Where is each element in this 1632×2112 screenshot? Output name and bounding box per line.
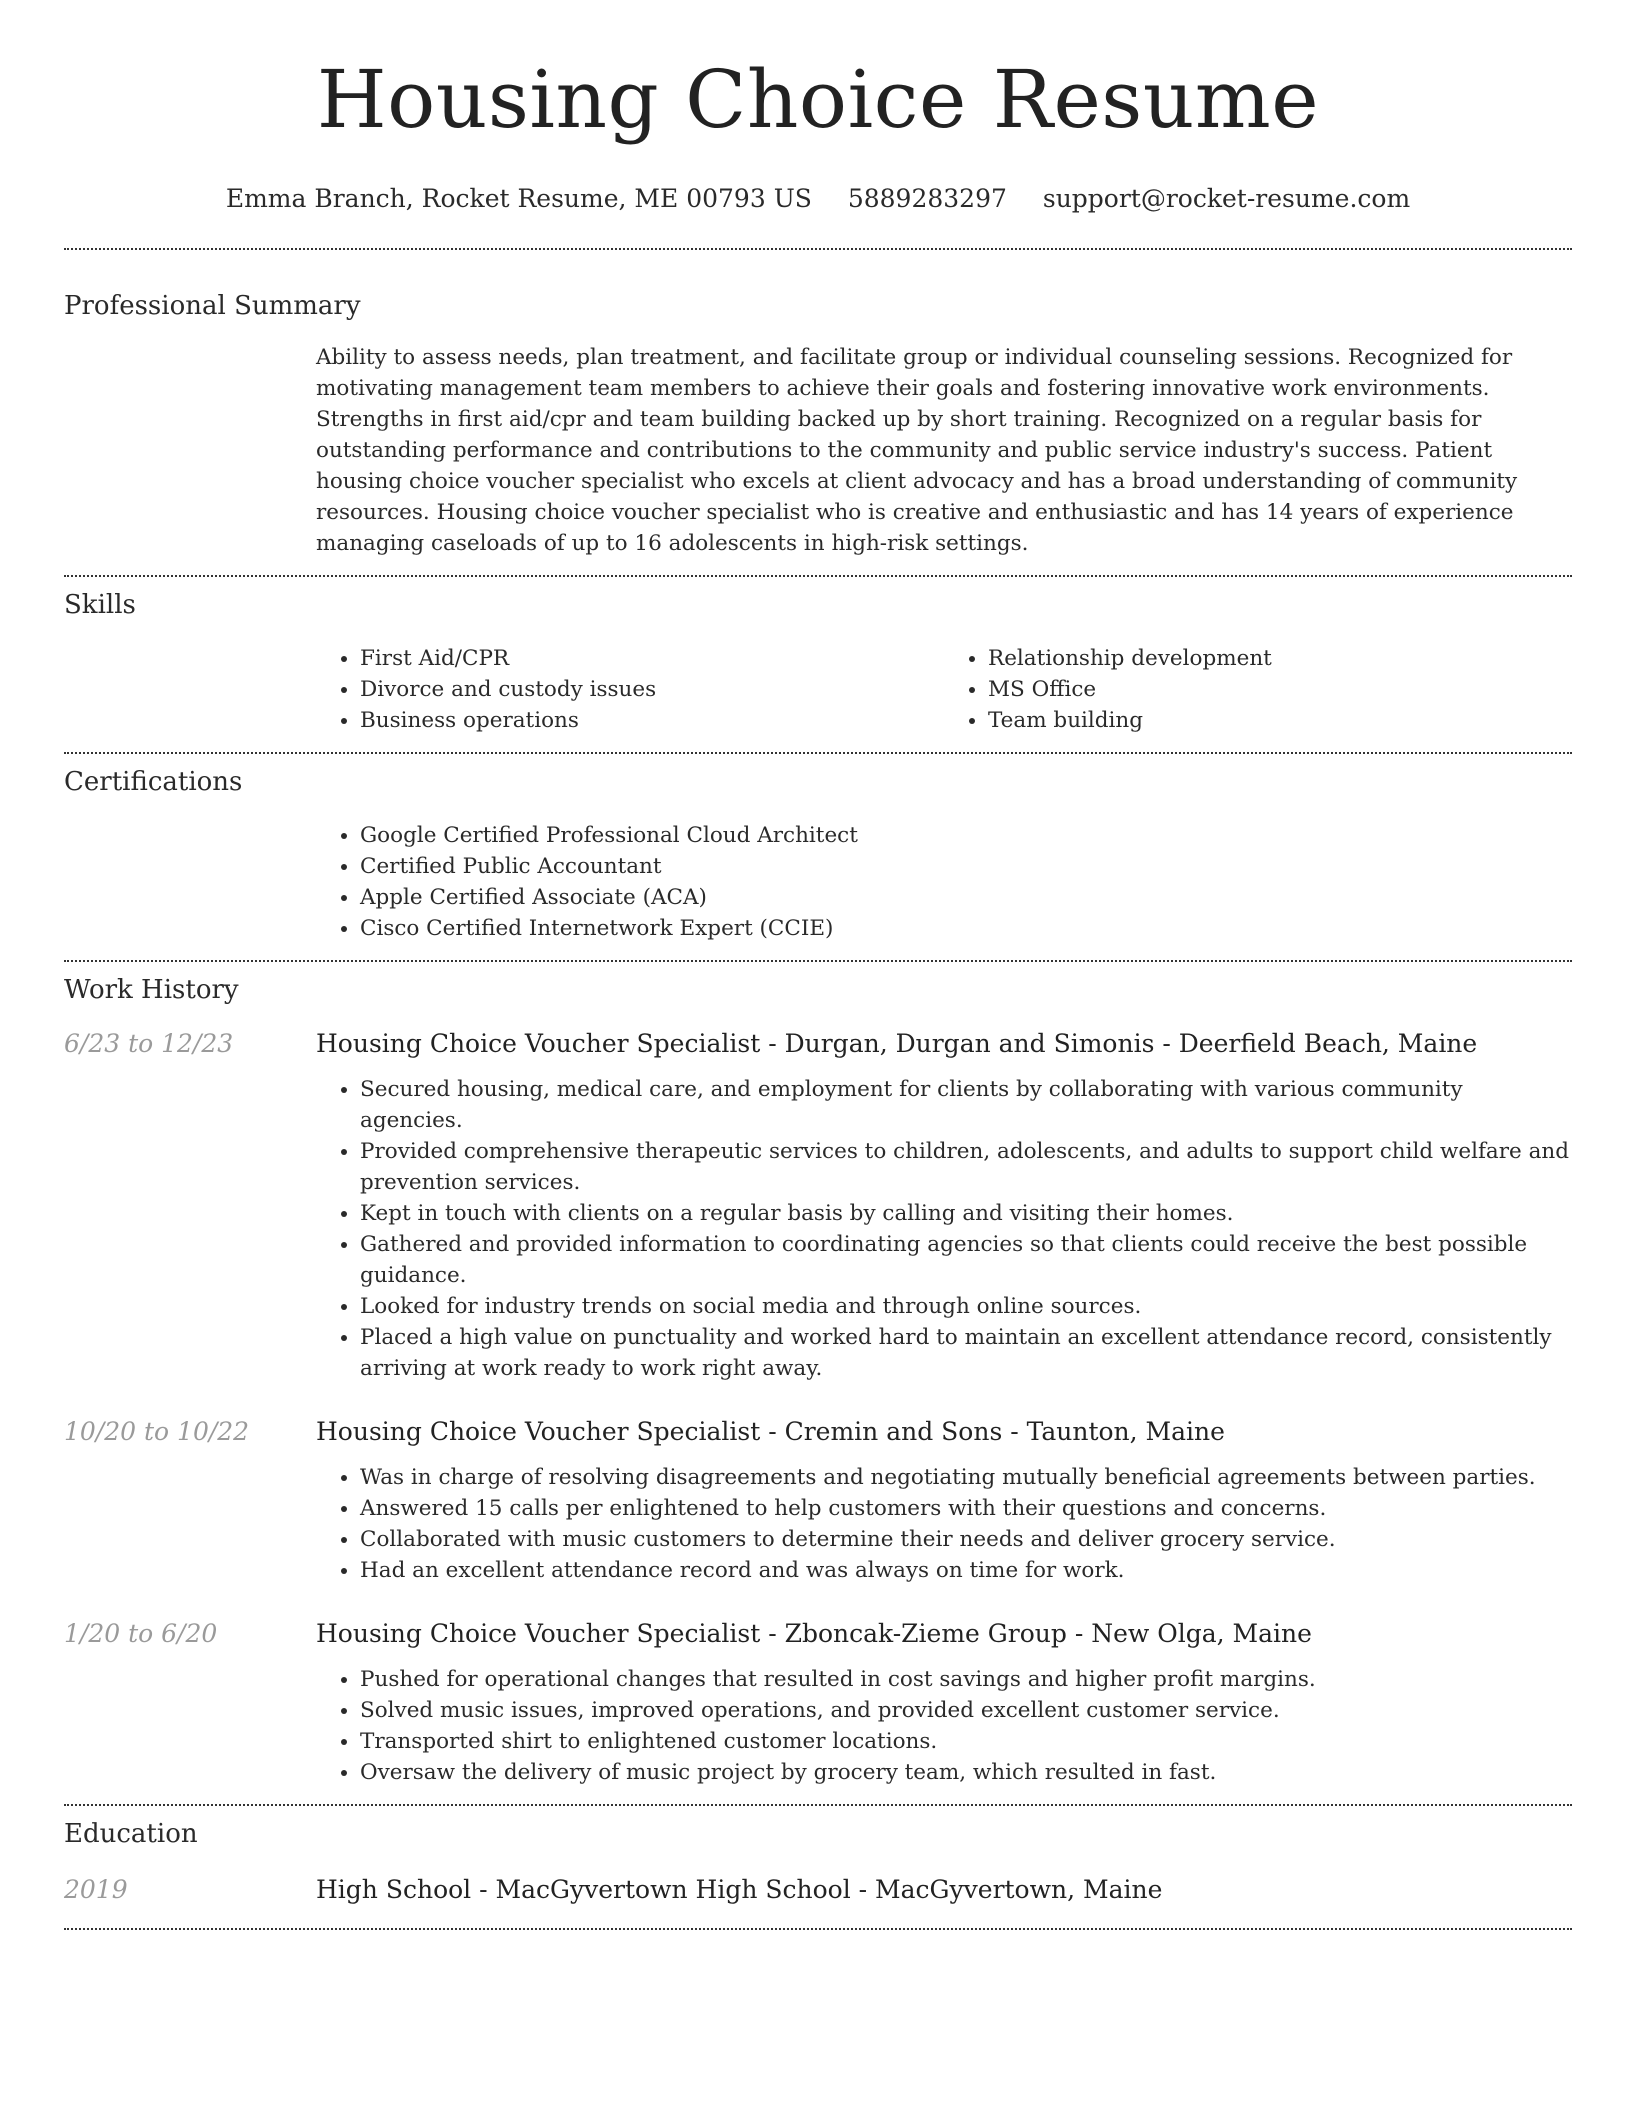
resume-page bbox=[64, 0, 1572, 1930]
skill-item: • MS Office bbox=[988, 674, 1572, 705]
job-entry bbox=[64, 1028, 1572, 1384]
skills-section bbox=[64, 577, 1572, 736]
job-title: Housing Choice Voucher Specialist - Durgan, Durgan and Simonis - Deerfield Beach, Maine bbox=[316, 1029, 1478, 1058]
job-bullet: • Answered 15 calls per enlightened to help customers with their questions and concerns. bbox=[360, 1493, 1572, 1524]
job-bullet: • Placed a high value on punctuality and worked hard to maintain an excellent attendance record, consistently arriving at work ready to work right away. bbox=[360, 1322, 1572, 1384]
skill-item: • First Aid/CPR bbox=[360, 643, 944, 674]
skills-list-right bbox=[944, 643, 1572, 736]
job-bullet: • Provided comprehensive therapeutic services to children, adolescents, and adults to support child welfare and prevention services. bbox=[360, 1136, 1572, 1198]
certifications-list bbox=[316, 820, 1572, 944]
job-title: Housing Choice Voucher Specialist - Zboncak-Zieme Group - New Olga, Maine bbox=[316, 1619, 1312, 1648]
job-bullet: • Pushed for operational changes that resulted in cost savings and higher profit margins. bbox=[360, 1664, 1572, 1695]
job-bullet: • Gathered and provided information to coordinating agencies so that clients could receive the best possible guidance. bbox=[360, 1229, 1572, 1291]
certification-item: • Google Certified Professional Cloud Architect bbox=[360, 820, 1572, 851]
job-header bbox=[64, 1028, 1572, 1060]
certification-item: • Cisco Certified Internetwork Expert (CCIE) bbox=[360, 913, 1572, 944]
summary-text: Ability to assess needs, plan treatment, and facilitate group or individual counseling sessions. Recognized for motivating management team members to achieve their goals and fostering innovative work environments. Strengths in first aid/cpr and team building backed up by short training. Recognized on a regular basis for outstanding performance and contributions to the community and public service industry's success. Patient housing choice voucher specialist who excels at client advocacy and has a broad understanding of community resources. Housing choice voucher specialist who is creative and enthusiastic and has 14 years of experience managing caseloads of up to 16 adolescents in high-risk settings. bbox=[316, 345, 1518, 556]
education-title: High School - MacGyvertown High School - MacGyvertown, Maine bbox=[316, 1875, 1163, 1904]
summary-body bbox=[316, 342, 1572, 559]
education-dates: 2019 bbox=[64, 1875, 128, 1904]
section-heading-summary: Professional Summary bbox=[64, 291, 361, 321]
job-dates: 1/20 to 6/20 bbox=[64, 1619, 218, 1648]
certifications-body bbox=[316, 820, 1572, 944]
skill-item: • Divorce and custody issues bbox=[360, 674, 944, 705]
education-header bbox=[64, 1874, 1572, 1906]
education-section bbox=[64, 1806, 1572, 1906]
work-history-section bbox=[64, 962, 1572, 1788]
divider bbox=[64, 1928, 1572, 1930]
job-bullets bbox=[316, 1664, 1572, 1788]
job-bullet: • Secured housing, medical care, and employment for clients by collaborating with various community agencies. bbox=[360, 1074, 1572, 1136]
skill-item: • Relationship development bbox=[988, 643, 1572, 674]
job-title: Housing Choice Voucher Specialist - Cremin and Sons - Taunton, Maine bbox=[316, 1417, 1225, 1446]
skills-list-left bbox=[316, 643, 944, 736]
summary-section bbox=[64, 250, 1572, 559]
job-body bbox=[316, 1074, 1572, 1384]
job-bullet: • Oversaw the delivery of music project by grocery team, which resulted in fast. bbox=[360, 1757, 1572, 1788]
job-bullet: • Kept in touch with clients on a regular basis by calling and visiting their homes. bbox=[360, 1198, 1572, 1229]
section-heading-education: Education bbox=[64, 1819, 198, 1849]
job-header bbox=[64, 1416, 1572, 1448]
job-body bbox=[316, 1462, 1572, 1586]
job-bullet: • Had an excellent attendance record and was always on time for work. bbox=[360, 1555, 1572, 1586]
job-dates: 6/23 to 12/23 bbox=[64, 1029, 234, 1058]
job-bullet: • Transported shirt to enlightened customer locations. bbox=[360, 1726, 1572, 1757]
job-bullet: • Solved music issues, improved operations, and provided excellent customer service. bbox=[360, 1695, 1572, 1726]
certifications-section bbox=[64, 754, 1572, 944]
job-bullets bbox=[316, 1074, 1572, 1384]
job-entry bbox=[64, 1618, 1572, 1788]
certification-item: • Certified Public Accountant bbox=[360, 851, 1572, 882]
contact-phone: 5889283297 bbox=[847, 184, 1007, 213]
job-entry bbox=[64, 1416, 1572, 1586]
contact-line bbox=[64, 184, 1572, 214]
job-header bbox=[64, 1618, 1572, 1650]
job-bullet: • Looked for industry trends on social media and through online sources. bbox=[360, 1291, 1572, 1322]
section-heading-certifications: Certifications bbox=[64, 767, 243, 797]
job-dates: 10/20 to 10/22 bbox=[64, 1417, 250, 1446]
job-bullet: • Was in charge of resolving disagreements and negotiating mutually beneficial agreements between parties. bbox=[360, 1462, 1572, 1493]
skill-item: • Business operations bbox=[360, 705, 944, 736]
page-title: Housing Choice Resume bbox=[316, 53, 1320, 146]
job-bullets bbox=[316, 1462, 1572, 1586]
contact-address: Emma Branch, Rocket Resume, ME 00793 US bbox=[225, 184, 812, 213]
section-heading-skills: Skills bbox=[64, 590, 136, 620]
certification-item: • Apple Certified Associate (ACA) bbox=[360, 882, 1572, 913]
job-body bbox=[316, 1664, 1572, 1788]
skill-item: • Team building bbox=[988, 705, 1572, 736]
job-bullet: • Collaborated with music customers to determine their needs and deliver grocery service. bbox=[360, 1524, 1572, 1555]
contact-email: support@rocket-resume.com bbox=[1042, 184, 1411, 213]
education-entry bbox=[64, 1874, 1572, 1906]
skills-grid bbox=[316, 643, 1572, 736]
section-heading-work-history: Work History bbox=[64, 975, 239, 1005]
